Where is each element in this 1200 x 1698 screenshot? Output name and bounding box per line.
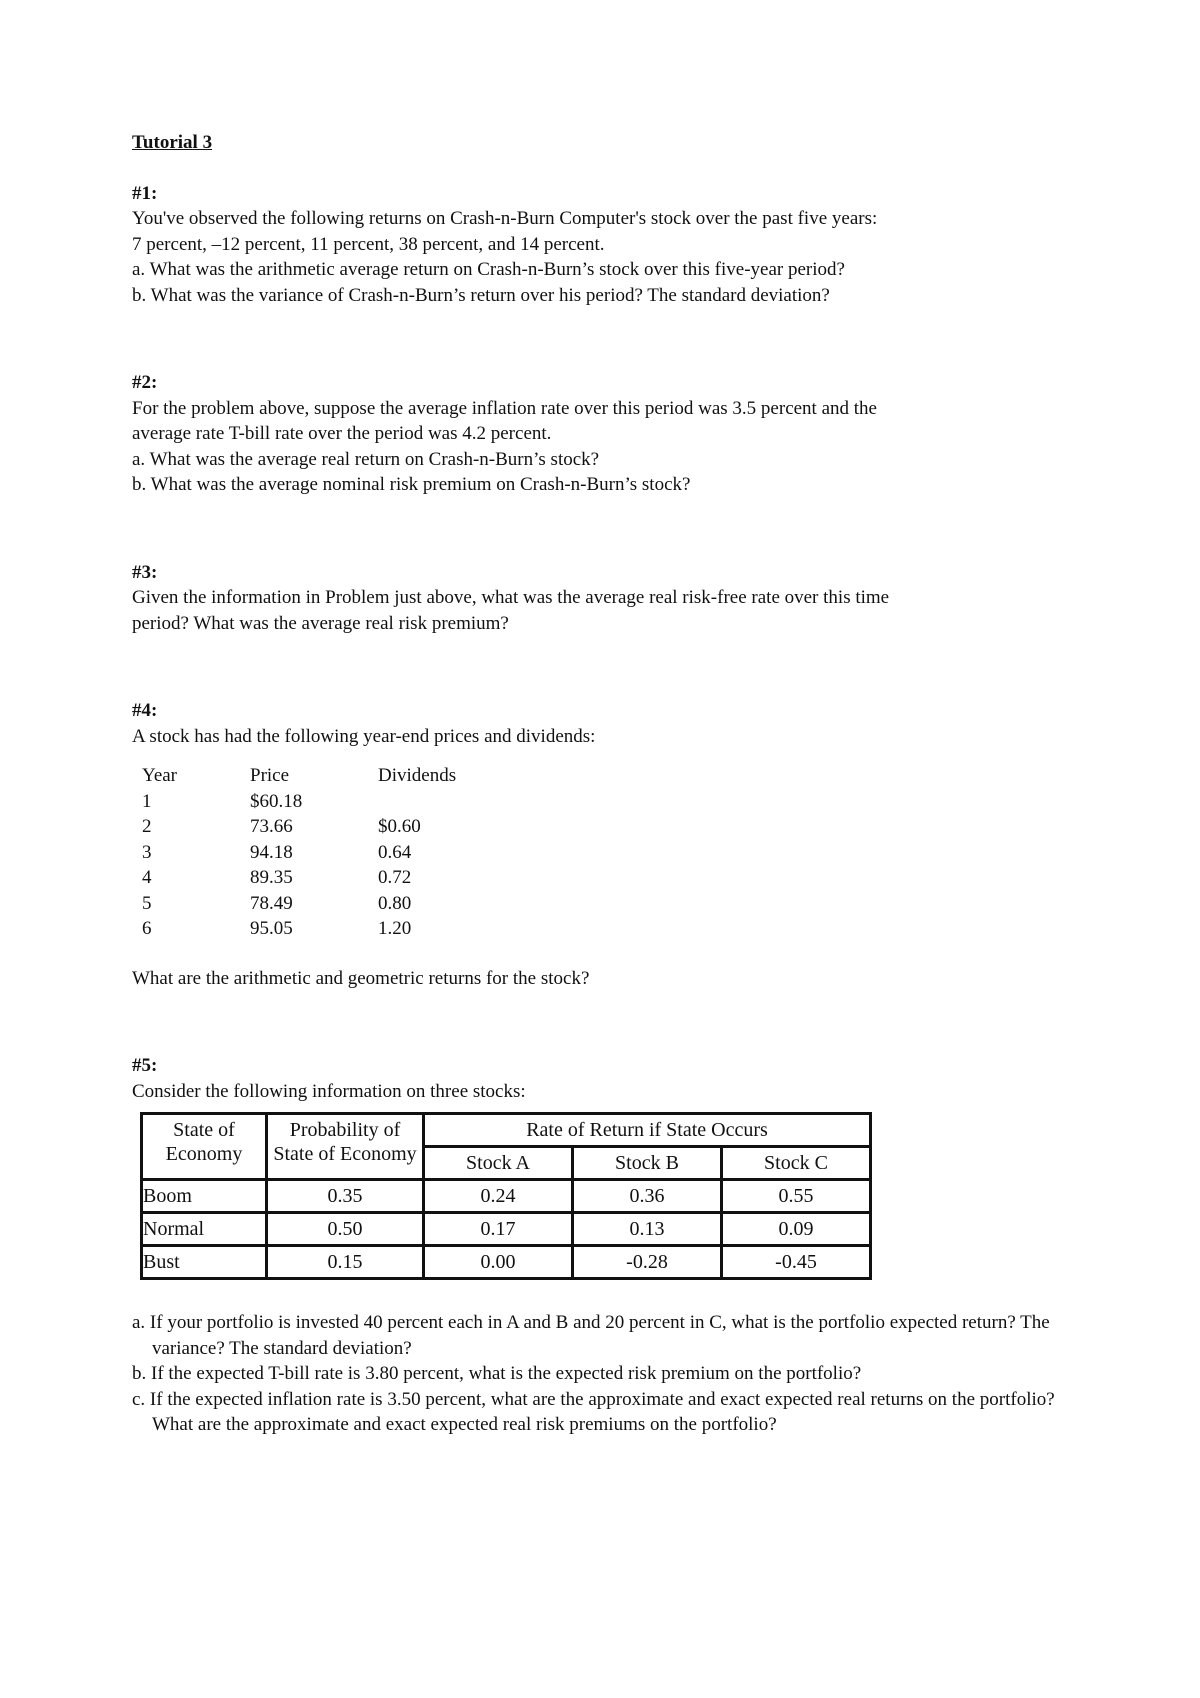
document-page (132, 130, 1092, 1500)
state-return-table (140, 1112, 872, 1280)
table-cell: $60.18 (250, 790, 303, 812)
table-cell: 78.49 (250, 892, 293, 914)
column-header: Stock B (573, 1147, 722, 1180)
column-header: State of Economy (142, 1114, 267, 1180)
question-2-line: b. What was the average nominal risk premium on Crash-n-Burn’s stock? (132, 474, 691, 495)
question-5-part: b. If the expected T-bill rate is 3.80 percent, what is the expected risk premium on the portfolio? (132, 1363, 862, 1384)
question-5-part: a. If your portfolio is invested 40 percent each in A and B and 20 percent in C, what is the portfolio expected return? The variance? The standard deviation? (132, 1312, 1050, 1359)
question-3-label: #3: (132, 561, 158, 583)
question-4-label: #4: (132, 700, 158, 721)
table-cell: 95.05 (250, 918, 293, 939)
table-cell: 0.15 (267, 1246, 424, 1279)
column-header: Stock C (722, 1147, 871, 1180)
table-row (142, 916, 456, 942)
table-header-row (142, 1114, 871, 1147)
question-1-line: b. What was the variance of Crash-n-Burn’s return over his period? The standard deviation? (132, 284, 830, 306)
question-1 (132, 181, 1092, 309)
table-cell: 89.35 (250, 867, 293, 888)
question-2-label: #2: (132, 372, 158, 393)
table-cell: 6 (142, 918, 152, 939)
table-cell: 0.09 (722, 1213, 871, 1246)
table-cell: Bust (142, 1246, 267, 1279)
column-header: Probability of State of Economy (267, 1114, 424, 1180)
table-row (142, 840, 456, 866)
table-cell: -0.28 (573, 1246, 722, 1279)
question-4 (132, 698, 1092, 991)
table-cell: 0.35 (267, 1180, 424, 1213)
table-cell: 0.55 (722, 1180, 871, 1213)
table-cell: 73.66 (250, 816, 293, 837)
table-row (142, 1213, 871, 1246)
column-header: Stock A (424, 1147, 573, 1180)
question-1-line: You've observed the following returns on Crash-n-Burn Computer's stock over the past five years: (132, 208, 878, 229)
table-row (142, 865, 456, 891)
question-1-label: #1: (132, 182, 158, 204)
table-cell: 0.36 (573, 1180, 722, 1213)
question-2-line: For the problem above, suppose the average inflation rate over this period was 3.5 percent and the (132, 397, 877, 419)
question-3-line: period? What was the average real risk premium? (132, 612, 509, 634)
question-5-intro: Consider the following information on three stocks: (132, 1080, 526, 1102)
column-header: Dividends (378, 765, 457, 786)
table-cell: 0.00 (424, 1246, 573, 1279)
question-5-part: c. If the expected inflation rate is 3.50 percent, what are the approximate and exact expected real returns on the portfolio? What are the approximate and exact expected real risk premiums on the portfolio? (132, 1388, 1055, 1435)
table-cell: 0.24 (424, 1180, 573, 1213)
table-row (142, 789, 456, 815)
table-cell: $0.60 (378, 816, 421, 837)
question-2 (132, 370, 1092, 498)
question-5-label: #5: (132, 1055, 158, 1076)
table-cell: 1.20 (378, 918, 412, 939)
question-3 (132, 560, 1092, 637)
table-row (142, 1180, 871, 1213)
table-header-row (142, 763, 456, 789)
table-cell: 3 (142, 841, 152, 863)
table-cell: 0.50 (267, 1213, 424, 1246)
question-2-line: a. What was the average real return on Crash-n-Burn’s stock? (132, 448, 600, 470)
question-4-intro: A stock has had the following year-end prices and dividends: (132, 725, 596, 747)
table-cell: 0.17 (424, 1213, 573, 1246)
question-3-line: Given the information in Problem just above, what was the average real risk-free rate over this time (132, 587, 890, 608)
question-2-line: average rate T-bill rate over the period was 4.2 percent. (132, 423, 552, 444)
table-row (142, 1246, 871, 1279)
question-5 (132, 1053, 1092, 1438)
table-cell: 2 (142, 816, 152, 837)
table-cell: 5 (142, 892, 152, 914)
table-cell (378, 789, 456, 815)
document-title: Tutorial 3 (132, 132, 213, 153)
price-dividend-table (142, 763, 456, 942)
table-row (142, 891, 456, 917)
table-row (142, 814, 456, 840)
table-cell: Boom (142, 1180, 267, 1213)
table-cell: 0.72 (378, 867, 412, 888)
question-1-line: 7 percent, –12 percent, 11 percent, 38 percent, and 14 percent. (132, 233, 605, 255)
table-cell: 94.18 (250, 841, 293, 863)
column-header: Price (250, 765, 290, 786)
table-cell: 4 (142, 867, 152, 888)
group-header: Rate of Return if State Occurs (424, 1114, 871, 1147)
column-header: Year (142, 765, 178, 786)
question-4-question: What are the arithmetic and geometric returns for the stock? (132, 967, 590, 989)
table-cell: -0.45 (722, 1246, 871, 1279)
question-1-line: a. What was the arithmetic average return on Crash-n-Burn’s stock over this five-year period? (132, 259, 845, 280)
table-cell: 0.13 (573, 1213, 722, 1246)
table-cell: 0.64 (378, 841, 412, 863)
table-cell: 1 (142, 790, 152, 812)
table-cell: Normal (142, 1213, 267, 1246)
table-cell: 0.80 (378, 892, 412, 914)
